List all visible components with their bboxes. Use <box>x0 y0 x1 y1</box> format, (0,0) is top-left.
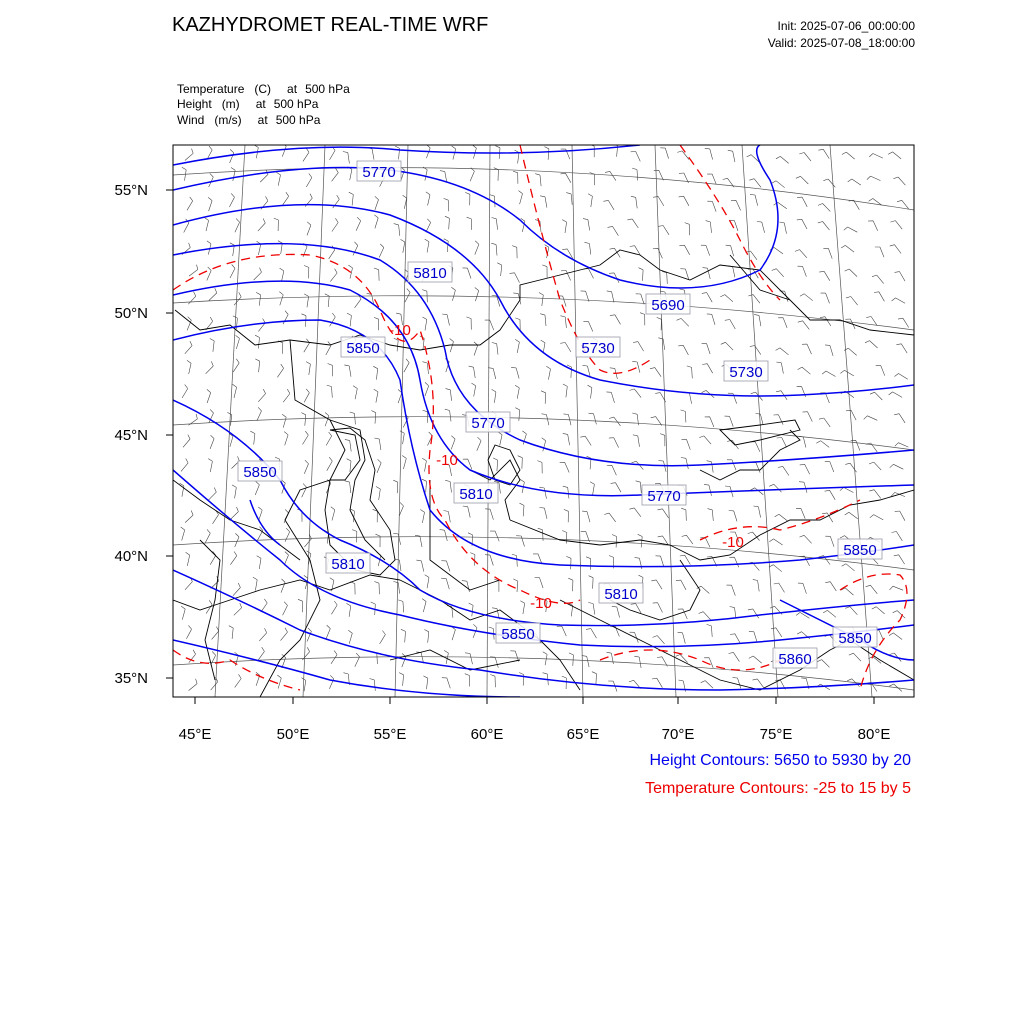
valid-time: Valid: 2025-07-08_18:00:00 <box>767 36 915 50</box>
caspian-aral-coast <box>325 420 800 575</box>
lon-tick-label: 60°E <box>470 726 504 743</box>
field-level: 500 hPa <box>273 97 319 111</box>
lat-tick-label: 35°N <box>114 670 148 687</box>
field-name: Wind <box>177 113 205 127</box>
temperature-contour-label: -10 <box>436 452 458 469</box>
height-contour-label: 5850 <box>346 340 380 357</box>
height-contour-label: 5770 <box>471 415 505 432</box>
height-contour-label: 5810 <box>459 486 493 503</box>
lat-tick-label: 55°N <box>114 182 148 199</box>
field-at: at <box>255 97 266 111</box>
lat-tick-label: 45°N <box>114 427 148 444</box>
height-contour-label: 5690 <box>651 297 685 314</box>
lon-tick-label: 75°E <box>759 726 793 743</box>
field-at: at <box>287 82 298 96</box>
lon-tick-label: 80°E <box>857 726 891 743</box>
field-level: 500 hPa <box>275 113 321 127</box>
lon-tick-label: 50°E <box>276 726 310 743</box>
height-contour-label: 5810 <box>413 265 447 282</box>
latitude-ticks <box>114 182 173 687</box>
field-units: (C) <box>254 82 272 96</box>
chart-title: KAZHYDROMET REAL-TIME WRF <box>172 14 489 36</box>
height-contour-label: 5850 <box>243 464 277 481</box>
height-contour-label: 5810 <box>331 556 365 573</box>
field-at: at <box>257 113 268 127</box>
field-units: (m) <box>221 97 240 111</box>
init-time: Init: 2025-07-06_00:00:00 <box>777 19 915 33</box>
height-contour-labels <box>238 161 882 668</box>
temperature-contour-label: -10 <box>530 595 552 612</box>
height-contour-label: 5860 <box>778 651 812 668</box>
height-contours-caption: Height Contours: 5650 to 5930 by 20 <box>649 752 911 769</box>
height-contour-label: 5730 <box>581 340 615 357</box>
height-contour-label: 5850 <box>501 626 535 643</box>
longitude-ticks <box>179 697 891 743</box>
height-contour-label: 5850 <box>838 630 872 647</box>
height-contour-label: 5770 <box>362 164 396 181</box>
lon-tick-label: 70°E <box>661 726 695 743</box>
height-contour-label: 5770 <box>647 488 681 505</box>
lat-tick-label: 50°N <box>114 305 148 322</box>
height-contour-label: 5730 <box>729 364 763 381</box>
lon-tick-label: 45°E <box>178 726 212 743</box>
field-units: (m/s) <box>214 113 242 127</box>
temperature-contour-label: -10 <box>389 322 411 339</box>
temperature-contour-label: -10 <box>722 534 744 551</box>
temperature-contours-caption: Temperature Contours: -25 to 15 by 5 <box>645 780 911 797</box>
lon-tick-label: 55°E <box>373 726 407 743</box>
field-name: Height <box>177 97 212 111</box>
field-name: Temperature <box>177 82 245 96</box>
height-contour-label: 5850 <box>843 542 877 559</box>
lon-tick-label: 65°E <box>566 726 600 743</box>
height-contour-label: 5810 <box>604 586 638 603</box>
lat-tick-label: 40°N <box>114 548 148 565</box>
field-level: 500 hPa <box>305 82 350 96</box>
